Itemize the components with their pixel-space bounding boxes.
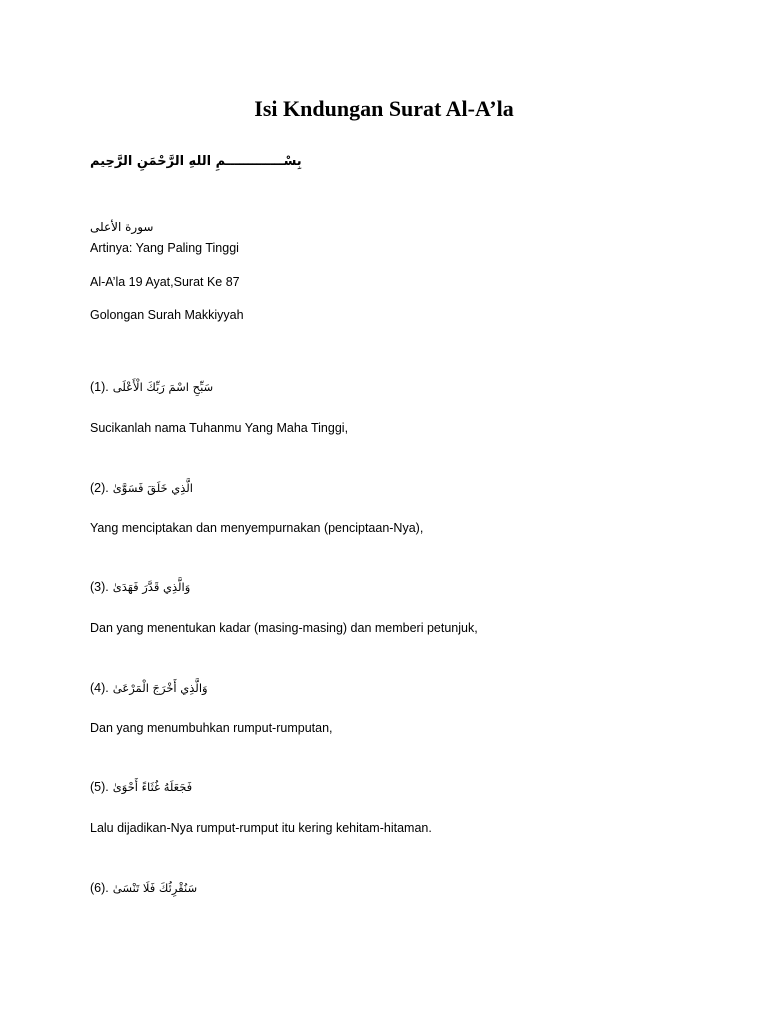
document-title: Isi Kndungan Surat Al-A’la [254, 96, 514, 121]
verse-3-translation: Dan yang menentukan kadar (masing-masing) dan memberi petunjuk, [90, 621, 478, 635]
verse-3 [90, 579, 190, 595]
verse-arabic: وَالَّذِي قَدَّرَ فَهَدَىٰ [112, 580, 191, 594]
verse-2 [90, 480, 193, 496]
verse-arabic: سَنُقْرِئُكَ فَلَا تَنْسَىٰ [112, 881, 198, 895]
verse-5 [90, 779, 192, 795]
verse-arabic: فَجَعَلَهُ غُثَاءً أَحْوَىٰ [112, 780, 193, 794]
info-ayat-count: Al-A’la 19 Ayat,Surat Ke 87 [90, 275, 240, 289]
info-meaning: Artinya: Yang Paling Tinggi [90, 241, 239, 255]
verse-6 [90, 880, 197, 896]
info-category: Golongan Surah Makkiyyah [90, 308, 244, 322]
verse-number: (5). [90, 780, 109, 794]
verse-4 [90, 680, 208, 696]
verse-5-translation: Lalu dijadikan-Nya rumput-rumput itu kering kehitam-hitaman. [90, 821, 432, 835]
verse-2-translation: Yang menciptakan dan menyempurnakan (penciptaan-Nya), [90, 521, 424, 535]
verse-4-translation: Dan yang menumbuhkan rumput-rumputan, [90, 721, 333, 735]
verse-number: (3). [90, 580, 109, 594]
verse-arabic: الَّذِي خَلَقَ فَسَوَّىٰ [112, 481, 194, 495]
basmala-text: بِسْـــــــــــــمِ اللهِ الرَّحْمَنِ الرَّحِيم [90, 154, 302, 169]
verse-arabic: وَالَّذِي أَخْرَجَ الْمَرْعَىٰ [112, 681, 208, 695]
verse-number: (6). [90, 881, 109, 895]
verse-1 [90, 379, 213, 395]
verse-number: (4). [90, 681, 109, 695]
verse-1-translation: Sucikanlah nama Tuhanmu Yang Maha Tinggi, [90, 421, 349, 435]
verse-arabic: سَبِّحِ اسْمَ رَبِّكَ الْأَعْلَى [112, 380, 214, 394]
verse-number: (2). [90, 481, 109, 495]
surah-name-arabic: سورة الأعلى [90, 220, 154, 234]
verse-number: (1). [90, 380, 109, 394]
